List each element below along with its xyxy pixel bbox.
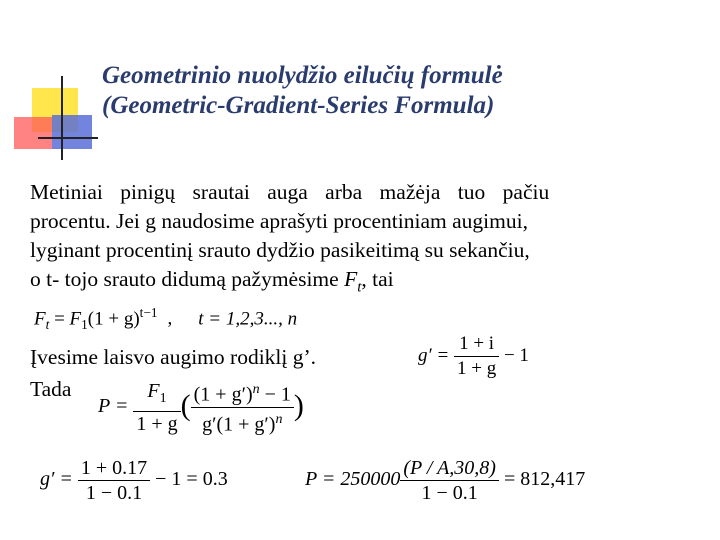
formula-gprime	[418, 332, 529, 381]
cg-lhs: g′ =	[40, 468, 78, 491]
p-b-num	[191, 378, 294, 408]
cg-num: 1 + 0.17	[78, 456, 150, 481]
paragraph-line-4	[30, 265, 690, 302]
logo-square-red	[14, 117, 52, 149]
cg-tail: − 1 = 0.3	[150, 468, 228, 491]
gp-tail: − 1	[499, 344, 529, 366]
tada-text: Tada	[30, 377, 72, 401]
p-f-num-sub: 1	[159, 390, 167, 406]
gp-fraction	[454, 332, 499, 381]
cg-den: 1 − 0.1	[85, 482, 143, 504]
paragraph-line-4-end: , tai	[361, 267, 394, 291]
p-f-den: 1 + g	[136, 412, 178, 435]
ft-exp: t−1	[139, 305, 158, 320]
growth-text: Įvesime laisvo augimo rodiklį g’.	[30, 345, 317, 369]
logo-line-vertical	[61, 76, 63, 160]
paragraph-line-2: procentu. Jei g naudosime aprašyti procentiniam augimui,	[30, 209, 528, 233]
ft-f1-sub: 1	[81, 317, 88, 333]
cp-num-text: (P / A,30,8)	[403, 457, 496, 479]
p-f-num	[133, 379, 180, 412]
gp-den: 1 + g	[456, 358, 497, 379]
ft-eq: =	[49, 308, 70, 330]
logo-square-blue	[52, 115, 92, 149]
p-lhs: P =	[98, 394, 134, 417]
slide-title	[102, 61, 503, 121]
p-b-num-base: (1 + g′)	[193, 383, 253, 406]
calc-gprime	[40, 456, 228, 505]
p-b-num-exp: n	[252, 382, 260, 397]
paragraph-line-3: lyginant procentinį srauto dydžio pasikeitimą su sekančiu,	[30, 238, 530, 262]
formula-p	[98, 378, 304, 436]
cg-fraction	[78, 456, 150, 505]
p-fraction-1	[133, 379, 180, 436]
cp-num	[400, 456, 499, 481]
cp-tail: = 812,417	[498, 468, 586, 491]
intro-paragraph	[30, 178, 690, 302]
formula-ft	[34, 305, 297, 333]
p-left-paren: (	[180, 388, 191, 422]
paragraph-line-4-text: o t- tojo srauto didumą pažymėsime	[30, 267, 345, 291]
gp-num: 1 + i	[454, 332, 499, 357]
p-f-num-var: F	[147, 379, 160, 402]
ft-lhs: F	[34, 308, 46, 330]
p-right-paren: )	[293, 388, 304, 422]
p-b-num-tail: − 1	[259, 383, 291, 406]
paragraph-var-f-sub: t	[357, 279, 362, 296]
paragraph-line-1: Metiniai pinigų srautai auga arba mažėja tuo pačiu	[30, 180, 550, 204]
ft-sep: ,	[167, 308, 173, 330]
ft-base: (1 + g)	[87, 308, 140, 330]
cp-lhs: P = 250000	[305, 468, 401, 491]
p-b-den-exp: n	[275, 411, 283, 427]
paragraph-var-f: F	[344, 267, 358, 291]
calc-p	[305, 456, 585, 505]
ft-f1: F	[69, 308, 82, 330]
p-b-den-base: g′(1 + g′)	[202, 413, 276, 436]
cp-den: 1 − 0.1	[421, 482, 478, 504]
p-b-den	[191, 408, 294, 437]
cp-fraction	[400, 456, 499, 505]
logo-line-horizontal	[38, 137, 98, 139]
ft-lhs-sub: t	[45, 317, 50, 333]
p-fraction-2	[191, 378, 294, 436]
title-line-1: Geometrinio nuolydžio eilučių formulė	[102, 62, 503, 89]
ft-range: t = 1,2,3..., n	[198, 308, 298, 330]
gp-lhs: g′ =	[418, 344, 454, 366]
title-line-2: (Geometric-Gradient-Series Formula)	[102, 92, 495, 119]
